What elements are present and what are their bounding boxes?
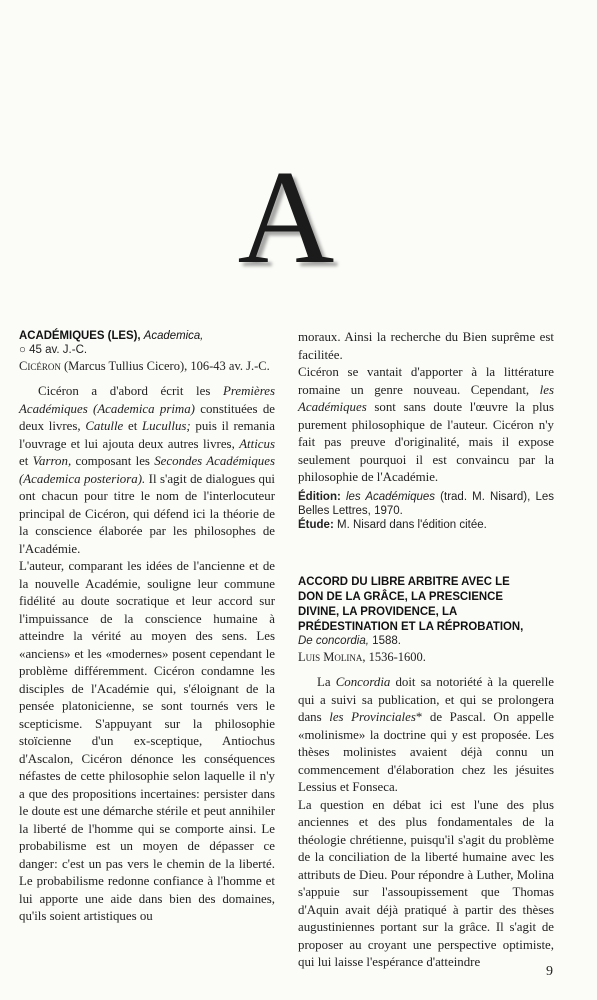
entry2-author	[298, 649, 554, 665]
entry1-paragraph-3: moraux. Ainsi la recherche du Bien suprême est facilitée.	[298, 330, 554, 362]
entry1-paragraph-1: Cicéron a d'abord écrit les Premières Académiques (Academica prima) constituées de deux livres, Catulle et Lucullus; puis il remania l'ouvrage et lui ajouta deux autres livres, Atticus et Varron, composant les Secondes Académiques (Academica posteriora). Il s'agit de dialogues qui ont chacun pour titre le nom de l'interlocuteur principal de Cicéron, qui défend ici la théorie de la conscience élaborée par les philosophes de l'Académie.	[19, 384, 276, 556]
entry1-date: ○ 45 av. J.-C.	[19, 344, 88, 356]
entry1-edition: Édition: les Académiques (trad. M. Nisard), Les Belles Lettres, 1970.	[298, 490, 554, 517]
section-initial-letter: A	[237, 143, 335, 291]
left-column	[19, 328, 275, 926]
entry2-date: 1588.	[372, 635, 401, 648]
entry1-author	[19, 358, 275, 374]
entry2-title: ACCORD DU LIBRE ARBITRE AVEC LE DON DE LA GRÂCE, LA PRESCIENCE DIVINE, LA PROVIDENCE, LA PRÉDESTINATION ET LA RÉPROBATION,	[298, 574, 524, 634]
right-column	[298, 329, 554, 972]
entry2-author-name: Luis Molina	[298, 650, 363, 665]
page-number: 9	[546, 964, 553, 979]
entry2-latin-title: De concordia,	[298, 635, 369, 648]
entry1-author-name: Cicéron	[19, 359, 61, 373]
entry1-etude: Étude: M. Nisard dans l'édition citée.	[298, 519, 487, 532]
entry2-paragraph-1: La Concordia doit sa notoriété à la querelle qui a suivi sa publication, et qui se prolongera dans les Provinciales* de Pascal. On appelle «molinisme» la doctrine qui y est proposée. Les thèses molinistes avaient déjà connu un commencement d'élaboration chez les jésuites Lessius et Fonseca.	[298, 675, 554, 795]
entry1-title: ACADÉMIQUES (LES),	[19, 328, 141, 342]
entry2-author-rest: , 1536-1600.	[362, 650, 426, 665]
entry1-latin-title: Academica,	[143, 328, 204, 342]
entry1-heading	[19, 328, 255, 343]
entry1-author-rest: (Marcus Tullius Cicero), 106-43 av. J.-C.	[63, 359, 270, 373]
entry2-latin-line	[298, 634, 554, 649]
entry1-paragraph-4: Cicéron se vantait d'apporter à la littérature romaine un genre nouveau. Cependant, les Académiques sont sans doute l'œuvre la plus purement philosophique de l'auteur. Cicéron n'y fait pas preuve d'originalité, mais il expose seulement pourquoi il est convaincu par la philosophie de l'Académie.	[298, 365, 554, 484]
entry1-paragraph-2: L'auteur, comparant les idées de l'ancienne et de la nouvelle Académie, souligne leur commune fidélité au doute socratique et leur accord sur l'impuissance de la conscience humaine à atteindre la vérité au moyen des sens. Les «anciens» et les «modernes» posent cependant le problème différemment. Cicéron condamne les disciples de l'Académie qui, s'éloignant de la pensée platonicienne, se sont tournés vers le scepticisme. S'appuyant sur la philosophie stoïcienne d'un ex-sceptique, Antiochus d'Ascalon, Cicéron dénonce les conséquences néfastes de cette philosophie selon laquelle il n'y a que des propositions incertaines: persister dans le doute est une démarche stérile et peut annihiler la liberté de l'homme qui se comporte ainsi. Le probabilisme est un moyen de dépasser ce danger: c'est un pas vers le chemin de la liberté. Le probabilisme redonne confiance à l'homme et lui apporte une aide dans bien des domaines, qu'ils soient artistiques ou	[19, 559, 275, 923]
entry2-paragraph-2: La question en débat ici est l'une des plus anciennes et des plus fondamentales de la théologie chrétienne, puisqu'il s'agit du problème de la conciliation de la liberté humaine avec les attributs de Dieu. Pour répondre à Luther, Molina s'appuie sur l'assoupissement que Thomas d'Aquin avait déjà pratiqué à partir des thèses augustiniennes portant sur la grâce. Il s'agit de proposer au croyant une perspective optimiste, qui lui laisse l'espérance d'atteindre	[298, 797, 554, 970]
